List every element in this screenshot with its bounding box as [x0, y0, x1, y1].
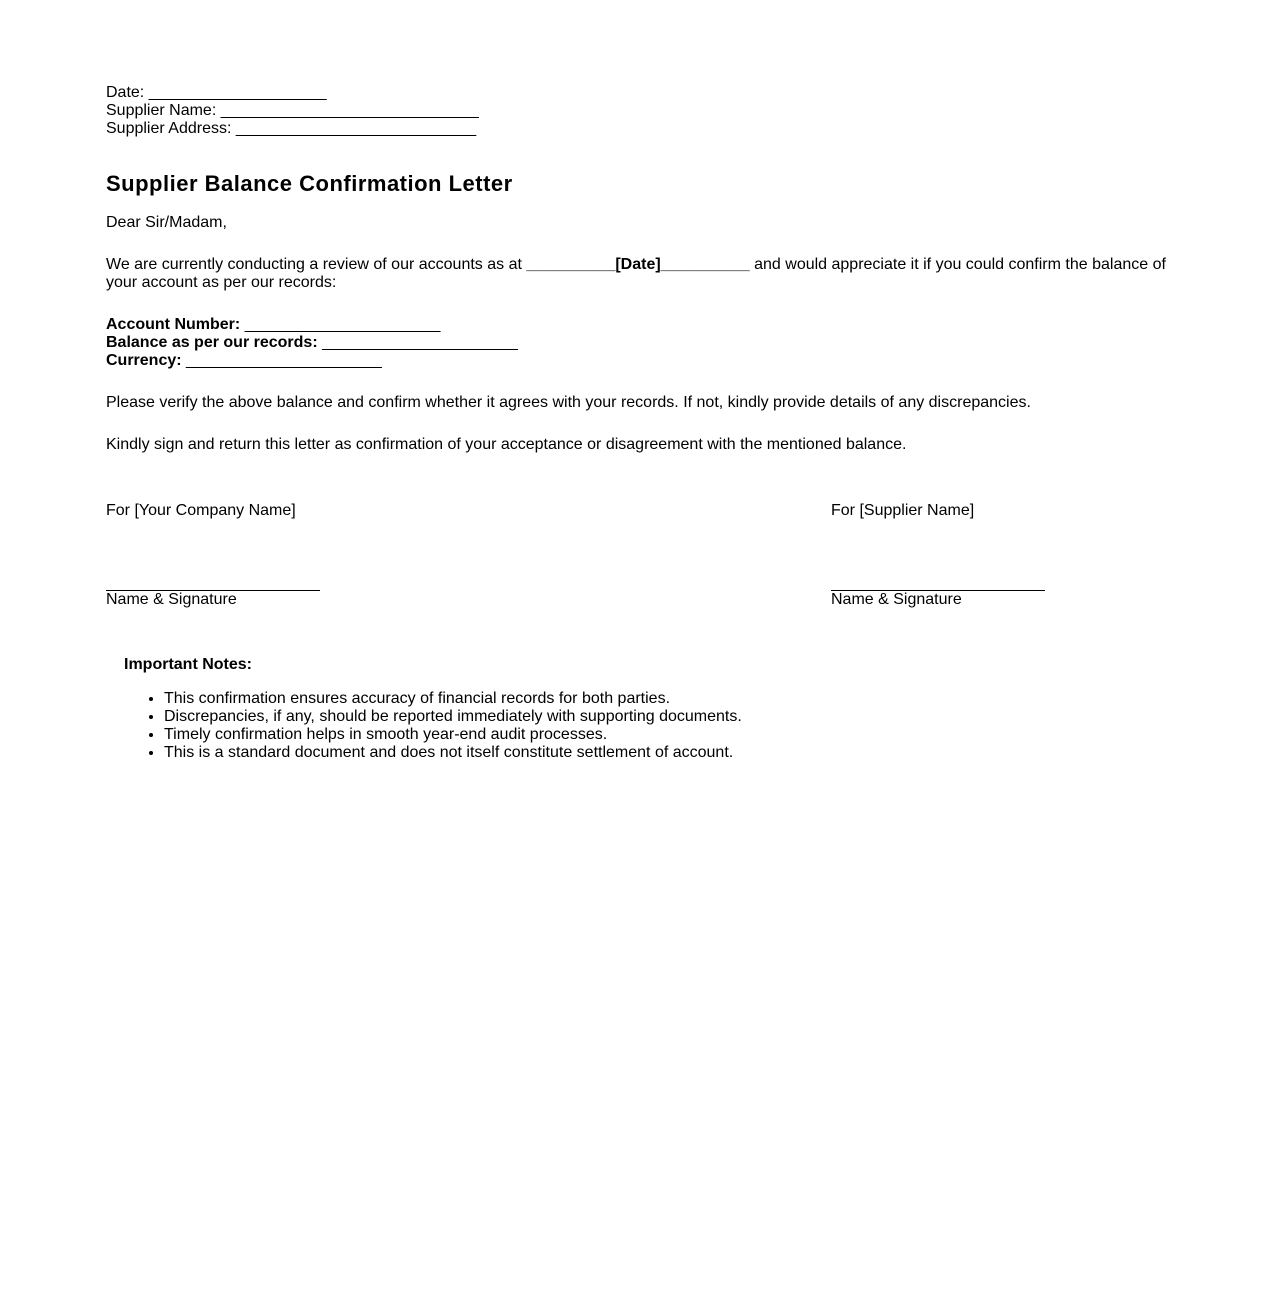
currency-line	[106, 352, 518, 370]
currency-label: Currency:	[106, 352, 182, 369]
supplier-name-label: Supplier Name:	[106, 102, 221, 119]
intro-before: We are currently conducting a review of our accounts as at	[106, 256, 527, 273]
date-label: Date:	[106, 84, 149, 101]
company-for-label: For [Your Company Name]	[106, 502, 296, 519]
company-signature-line	[106, 580, 320, 591]
supplier-signature-line	[831, 580, 1045, 591]
account-number-blank: ______________________	[244, 316, 441, 333]
balance-label: Balance as per our records:	[106, 334, 318, 351]
balance-line	[106, 334, 518, 352]
date-blank: ____________________	[148, 84, 327, 101]
list-item: • Discrepancies, if any, should be reported immediately with supporting documents.	[164, 708, 742, 726]
supplier-for-label: For [Supplier Name]	[831, 502, 975, 519]
return-paragraph: Kindly sign and return this letter as confirmation of your acceptance or disagreement with the mentioned balance.	[106, 436, 907, 453]
notes-list	[124, 690, 742, 762]
account-number-line	[106, 316, 518, 334]
date-line	[106, 84, 479, 102]
supplier-signature-caption: Name & Signature	[831, 591, 962, 608]
verify-paragraph: Please verify the above balance and confirm whether it agrees with your records. If not, kindly provide details of any discrepancies.	[106, 394, 1031, 411]
list-item: • Timely confirmation helps in smooth year-end audit processes.	[164, 726, 742, 744]
account-fields	[106, 316, 518, 370]
page-title: Supplier Balance Confirmation Letter	[106, 171, 513, 196]
supplier-signature-block	[831, 502, 1045, 609]
notes-title: Important Notes:	[124, 656, 252, 673]
salutation: Dear Sir/Madam,	[106, 214, 227, 231]
list-item: • This is a standard document and does not itself constitute settlement of account.	[164, 744, 742, 762]
intro-date-placeholder: __________[Date]__________	[526, 256, 750, 273]
supplier-name-blank: _____________________________	[220, 102, 479, 119]
company-signature-block	[106, 502, 320, 609]
intro-paragraph	[106, 256, 1176, 292]
supplier-address-blank: ___________________________	[235, 120, 477, 137]
list-item: • This confirmation ensures accuracy of financial records for both parties.	[164, 690, 742, 708]
header-fields	[106, 84, 479, 138]
supplier-address-label: Supplier Address:	[106, 120, 236, 137]
company-signature-caption: Name & Signature	[106, 591, 237, 608]
intro-after: and would appreciate it if you could confirm the balance of your account as per our records:	[106, 256, 1166, 291]
supplier-name-line	[106, 102, 479, 120]
balance-blank: ______________________	[322, 334, 518, 351]
supplier-address-line	[106, 120, 479, 138]
account-number-label: Account Number:	[106, 316, 241, 333]
currency-blank: ______________________	[186, 352, 382, 369]
